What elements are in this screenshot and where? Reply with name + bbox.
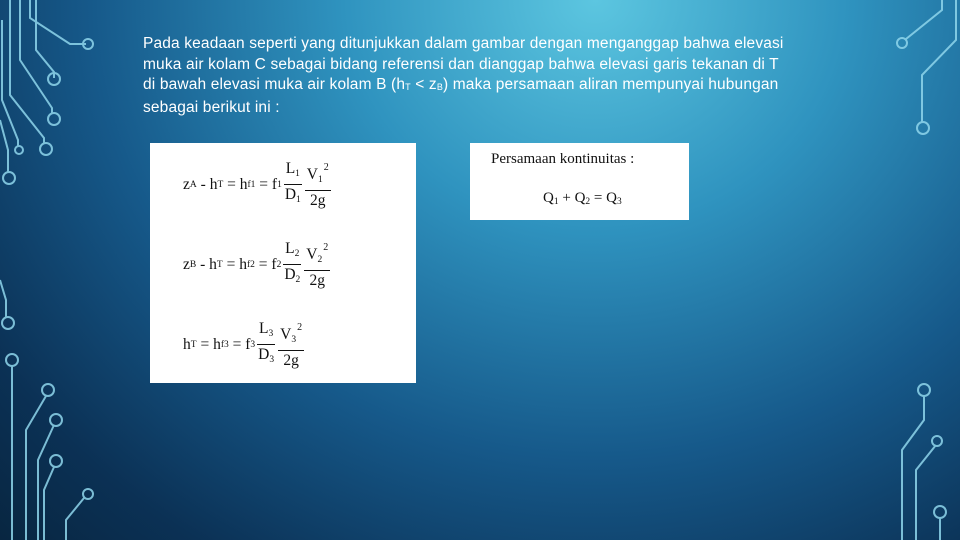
eq3-v-pow: 2 xyxy=(297,322,303,333)
eq2-v-pow: 2 xyxy=(323,242,329,253)
circuit-trace xyxy=(902,396,924,540)
eq2-equals: = xyxy=(222,255,240,273)
circuit-trace xyxy=(38,425,54,540)
circuit-trace xyxy=(44,467,54,540)
eq1-f: f xyxy=(271,175,278,193)
intro-text-end: ) maka persamaan aliran mempunyai hubungan sebagai berikut ini : xyxy=(143,76,779,116)
eq3-d: D xyxy=(258,346,270,363)
circuit-node xyxy=(6,354,18,366)
equation-row-2 xyxy=(183,239,331,290)
eq1-l: L xyxy=(285,160,296,177)
eq3-d-sub: 3 xyxy=(269,355,275,365)
eq2-minus: - xyxy=(196,255,210,273)
equation-row-3 xyxy=(183,319,305,370)
circuit-trace xyxy=(0,280,6,318)
eq2-z: z xyxy=(183,255,190,273)
eq2-d: D xyxy=(284,266,296,283)
continuity-plus: + xyxy=(558,190,575,206)
eq2-h: h xyxy=(209,255,217,273)
eq3-h: h xyxy=(183,335,191,353)
eq2-d-sub: 2 xyxy=(295,275,301,285)
eq1-2g: 2g xyxy=(310,192,326,209)
eq1-d: D xyxy=(284,186,297,203)
eq2-l: L xyxy=(285,240,295,257)
eq2-v-sub: 2 xyxy=(317,255,323,265)
eq2-f-sub: 2 xyxy=(276,259,282,270)
eq1-h-sub: T xyxy=(217,179,224,190)
eq1-f-sub: 1 xyxy=(277,179,282,190)
eq1-hf: h xyxy=(239,175,248,193)
eq3-fraction-ld xyxy=(256,320,276,369)
intro-paragraph xyxy=(143,34,793,118)
eq3-l-sub: 3 xyxy=(268,329,274,339)
eq3-fraction-v2g xyxy=(278,319,304,370)
continuity-equation xyxy=(543,190,622,207)
circuit-node xyxy=(918,384,930,396)
eq1-hf-sub: f1 xyxy=(247,179,256,190)
eq1-d-sub: 1 xyxy=(296,195,301,205)
circuit-node xyxy=(50,455,62,467)
eq3-equals-2: = xyxy=(228,335,246,353)
circuit-node xyxy=(83,489,93,499)
eq1-z: z xyxy=(183,175,190,193)
q1-sub: 1 xyxy=(553,197,559,207)
eq2-equals-2: = xyxy=(254,255,272,273)
continuity-panel xyxy=(470,143,689,220)
circuit-trace xyxy=(922,0,956,122)
eq1-minus: - xyxy=(196,175,210,193)
eq2-v: V xyxy=(306,246,318,263)
eq2-fraction-ld xyxy=(282,240,302,289)
eq1-v-pow: 2 xyxy=(323,162,329,173)
circuit-trace xyxy=(906,0,942,39)
circuit-node xyxy=(48,113,60,125)
eq2-fraction-v2g xyxy=(304,239,330,290)
eq2-z-sub: B xyxy=(189,259,197,270)
eq3-l: L xyxy=(259,320,269,337)
eq3-hf-sub: f3 xyxy=(220,339,229,350)
eq2-h-sub: T xyxy=(216,259,223,270)
circuit-trace xyxy=(66,498,84,540)
equations-panel xyxy=(150,143,416,383)
circuit-trace xyxy=(0,120,8,172)
eq1-v: V xyxy=(306,166,318,183)
eq1-fraction-v2g xyxy=(305,159,331,210)
eq3-2g: 2g xyxy=(283,352,299,369)
continuity-equals: = xyxy=(590,190,607,206)
eq3-h-sub: T xyxy=(190,339,197,350)
circuit-trace xyxy=(916,445,936,540)
circuit-trace xyxy=(30,0,86,44)
eq3-hf: h xyxy=(213,335,221,353)
q3: Q xyxy=(606,190,617,206)
eq3-v: V xyxy=(280,326,292,343)
eq3-equals: = xyxy=(196,335,214,353)
intro-text-start: Pada keadaan seperti yang ditunjukkan dalam gambar dengan menganggap bahwa elevasi muka air kolam C sebagai bidang referensi dan dianggap bahwa elevasi garis tekanan di T di bawah elevasi muka air kolam B (h xyxy=(143,35,784,94)
circuit-node xyxy=(897,38,907,48)
continuity-title: Persamaan kontinuitas : xyxy=(491,151,635,167)
circuit-trace xyxy=(36,0,54,78)
eq2-hf-sub: f2 xyxy=(246,259,255,270)
eq3-v-sub: 3 xyxy=(291,335,297,345)
circuit-node xyxy=(40,143,52,155)
circuit-node xyxy=(42,384,54,396)
eq2-2g: 2g xyxy=(309,272,325,289)
eq1-v-sub: 1 xyxy=(318,175,323,185)
q2: Q xyxy=(574,190,586,206)
eq3-f-sub: 3 xyxy=(250,339,256,350)
intro-sub-b: B xyxy=(436,82,443,93)
eq2-hf: h xyxy=(239,255,247,273)
q3-sub: 3 xyxy=(616,197,622,207)
circuit-node xyxy=(932,436,942,446)
q2-sub: 2 xyxy=(585,197,591,207)
eq3-f: f xyxy=(245,335,251,353)
circuit-node xyxy=(3,172,15,184)
eq1-equals: = xyxy=(223,175,240,193)
eq1-equals-2: = xyxy=(255,175,272,193)
circuit-node xyxy=(15,146,23,154)
eq2-f: f xyxy=(271,255,277,273)
circuit-node xyxy=(917,122,929,134)
equation-row-1 xyxy=(183,159,332,210)
eq1-fraction-ld xyxy=(283,160,303,209)
circuit-node xyxy=(934,506,946,518)
intro-text-middle: < z xyxy=(410,76,437,94)
q1: Q xyxy=(543,190,554,206)
intro-sub-t: T xyxy=(405,82,411,93)
eq2-l-sub: 2 xyxy=(294,249,300,259)
eq1-l-sub: 1 xyxy=(295,169,300,179)
eq1-z-sub: A xyxy=(189,179,197,190)
circuit-node xyxy=(2,317,14,329)
eq1-h: h xyxy=(209,175,218,193)
circuit-node xyxy=(50,414,62,426)
